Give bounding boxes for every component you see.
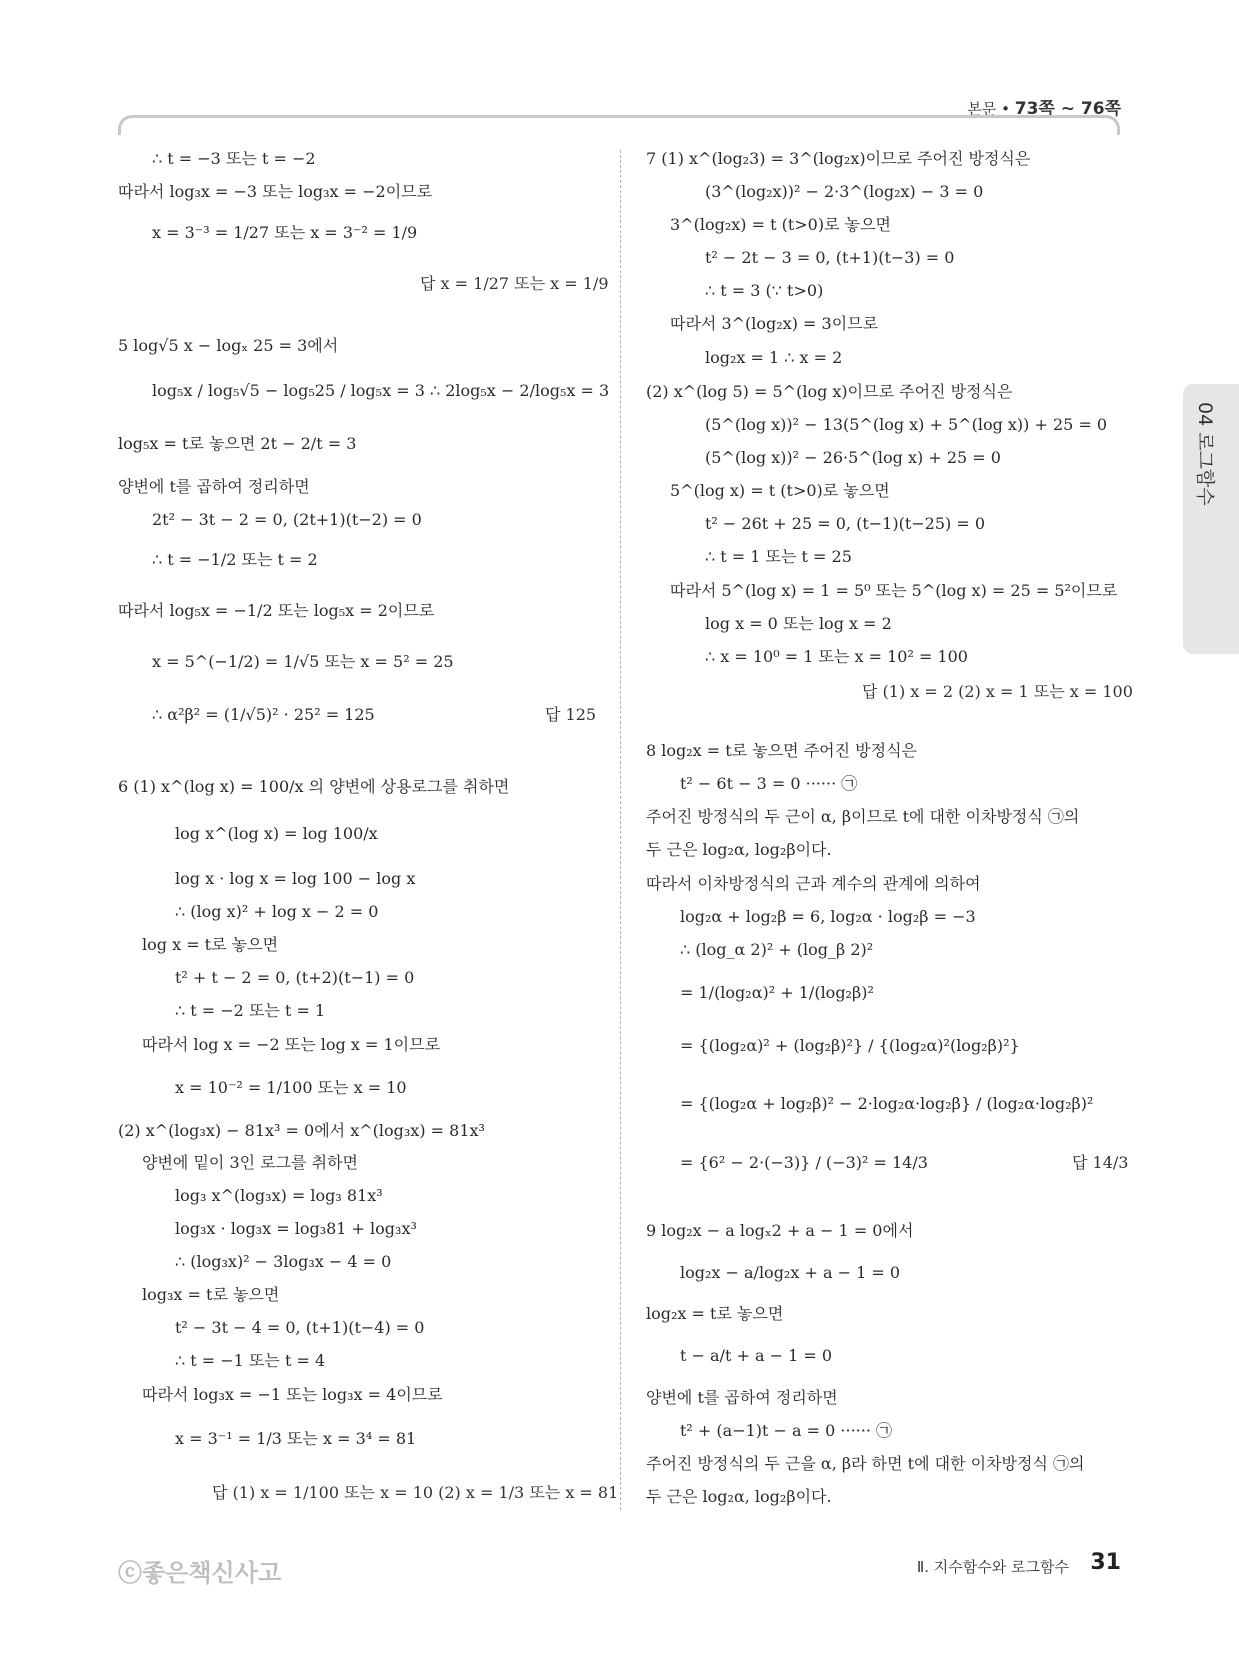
text-line: log x · log x = log 100 − log x [175,869,416,888]
text-line: (2) x^(log₃x) − 81x³ = 0에서 x^(log₃x) = 81x³ [118,1121,485,1140]
text-line: = {6² − 2·(−3)} / (−3)² = 14/3 [680,1153,928,1172]
column-divider [620,150,621,1510]
text-line: ∴ (log₃x)² − 3log₃x − 4 = 0 [175,1252,392,1271]
text-line: log x = t로 놓으면 [142,935,279,954]
text-line: t² − 6t − 3 = 0 ······ ㉠ [680,774,858,793]
text-line: x = 3⁻³ = 1/27 또는 x = 3⁻² = 1/9 [152,223,418,242]
text-line: log₃x = t로 놓으면 [142,1285,280,1304]
text-line: 3^(log₂x) = t (t>0)로 놓으면 [670,215,892,234]
text-line: = 1/(log₂α)² + 1/(log₂β)² [680,983,874,1002]
text-line: (5^(log x))² − 13(5^(log x) + 5^(log x)) + 25 = 0 [705,415,1108,434]
answer-line: 답 x = 1/27 또는 x = 1/9 [420,274,609,293]
text-line: 따라서 log₃x = −3 또는 log₃x = −2이므로 [118,182,433,201]
text-line: (3^(log₂x))² − 2·3^(log₂x) − 3 = 0 [705,182,984,201]
text-line: ∴ α²β² = (1/√5)² · 25² = 125 [152,705,375,724]
answer-line: 답 (1) x = 1/100 또는 x = 10 (2) x = 1/3 또는 x = 81 [212,1483,619,1502]
text-line: x = 5^(−1/2) = 1/√5 또는 x = 5² = 25 [152,652,454,671]
text-line: log₅x / log₅√5 − log₅25 / log₅x = 3 ∴ 2log₅x − 2/log₅x = 3 [152,381,610,400]
chapter-title: Ⅱ. 지수함수와 로그함수 [916,1558,1069,1576]
problem-5-start: 5 log√5 x − logₓ 25 = 3에서 [118,336,339,355]
text-line: ∴ x = 10⁰ = 1 또는 x = 10² = 100 [705,647,968,666]
text-line: x = 10⁻² = 1/100 또는 x = 10 [175,1078,407,1097]
text-line: 주어진 방정식의 두 근을 α, β라 하면 t에 대한 이차방정식 ㉠의 [646,1454,1085,1473]
text-line: 두 근은 log₂α, log₂β이다. [646,840,832,859]
text-line: log x = 0 또는 log x = 2 [705,614,892,633]
text-line: log₂x = 1 ∴ x = 2 [705,348,843,367]
answer-line: 답 125 [545,705,597,724]
text-line: (2) x^(log 5) = 5^(log x)이므로 주어진 방정식은 [646,382,1013,401]
text-line: t² − 26t + 25 = 0, (t−1)(t−25) = 0 [705,514,986,533]
text-line: = {(log₂α)² + (log₂β)²} / {(log₂α)²(log₂β)²} [680,1036,1020,1055]
text-line: t² − 3t − 4 = 0, (t+1)(t−4) = 0 [175,1318,425,1337]
text-line: 양변에 밑이 3인 로그를 취하면 [142,1153,358,1172]
publisher-logo: ⓒ좋은책신사고 [118,1559,282,1587]
text-line: 두 근은 log₂α, log₂β이다. [646,1487,832,1506]
text-line: log₅x = t로 놓으면 2t − 2/t = 3 [118,434,357,453]
text-line: 따라서 3^(log₂x) = 3이므로 [670,314,879,333]
text-line: 5^(log x) = t (t>0)로 놓으면 [670,481,890,500]
text-line: ∴ t = −2 또는 t = 1 [175,1001,326,1020]
text-line: log₃x · log₃x = log₃81 + log₃x³ [175,1219,417,1238]
chapter-tab: 04 로그함수 [1183,384,1239,654]
text-line: ∴ t = −1/2 또는 t = 2 [152,550,318,569]
text-line: 따라서 log₅x = −1/2 또는 log₅x = 2이므로 [118,601,435,620]
text-line: 따라서 log₃x = −1 또는 log₃x = 4이므로 [142,1385,443,1404]
text-line: log₃ x^(log₃x) = log₃ 81x³ [175,1186,383,1205]
text-line: log₂α + log₂β = 6, log₂α · log₂β = −3 [680,907,976,926]
text-line: ∴ t = −1 또는 t = 4 [175,1351,326,1370]
problem-6-start: 6 (1) x^(log x) = 100/x 의 양변에 상용로그를 취하면 [118,777,510,796]
text-line: log x^(log x) = log 100/x [175,824,378,843]
text-line: ∴ (log_α 2)² + (log_β 2)² [680,940,874,959]
text-line: 양변에 t를 곱하여 정리하면 [646,1388,838,1407]
text-line: (5^(log x))² − 26·5^(log x) + 25 = 0 [705,448,1001,467]
text-line: ∴ t = −3 또는 t = −2 [152,149,316,168]
answer-line: 답 14/3 [1072,1153,1129,1172]
text-line: ∴ t = 3 (∵ t>0) [705,281,824,300]
problem-9-start: 9 log₂x − a logₓ2 + a − 1 = 0에서 [646,1221,914,1240]
text-line: x = 3⁻¹ = 1/3 또는 x = 3⁴ = 81 [175,1429,417,1448]
text-line: ∴ (log x)² + log x − 2 = 0 [175,902,379,921]
problem-8-start: 8 log₂x = t로 놓으면 주어진 방정식은 [646,741,917,760]
text-line: 따라서 log x = −2 또는 log x = 1이므로 [142,1035,441,1054]
page-number: 31 [1090,1550,1121,1575]
answer-line: 답 (1) x = 2 (2) x = 1 또는 x = 100 [862,682,1133,701]
text-line: t − a/t + a − 1 = 0 [680,1346,832,1365]
text-line: 따라서 이차방정식의 근과 계수의 관계에 의하여 [646,874,981,893]
page-range: 73쪽 ~ 76쪽 [1014,99,1121,119]
text-line: 주어진 방정식의 두 근이 α, β이므로 t에 대한 이차방정식 ㉠의 [646,807,1080,826]
text-line: ∴ t = 1 또는 t = 25 [705,547,852,566]
text-line: 양변에 t를 곱하여 정리하면 [118,477,310,496]
text-line: = {(log₂α + log₂β)² − 2·log₂α·log₂β} / (log₂α·log₂β)² [680,1094,1094,1113]
text-line: 2t² − 3t − 2 = 0, (2t+1)(t−2) = 0 [152,510,422,529]
text-line: log₂x = t로 놓으면 [646,1304,784,1323]
header-rule [118,115,1120,135]
text-line: log₂x − a/log₂x + a − 1 = 0 [680,1263,900,1282]
problem-7-start: 7 (1) x^(log₂3) = 3^(log₂x)이므로 주어진 방정식은 [646,149,1031,168]
page-header: 본문 • 73쪽 ~ 76쪽 [967,99,1121,119]
text-line: t² − 2t − 3 = 0, (t+1)(t−3) = 0 [705,248,955,267]
text-line: 따라서 5^(log x) = 1 = 5⁰ 또는 5^(log x) = 25 = 5²이므로 [670,581,1118,600]
text-line: t² + t − 2 = 0, (t+2)(t−1) = 0 [175,968,415,987]
text-line: t² + (a−1)t − a = 0 ······ ㉠ [680,1421,893,1440]
